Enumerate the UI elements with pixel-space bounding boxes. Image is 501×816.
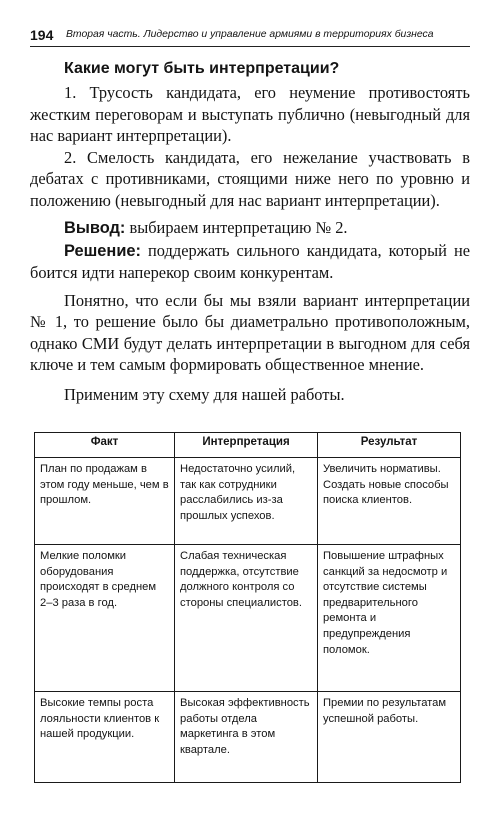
interpretation-1: 1. Трусость кандидата, его неумение противостоять жестким переговорам и выступать публично (невыгодный для нас вариант интерпретации). [30, 83, 470, 145]
header-interpretation: Интерпретация [175, 433, 318, 458]
conclusion-label: Вывод: [64, 219, 126, 237]
section-heading: Какие могут быть интерпретации? [64, 60, 340, 77]
table-row [35, 458, 461, 545]
decision-paragraph [30, 240, 470, 284]
cell-interpretation: Недостаточно усилий, так как сотрудники расслабились из-за прошлых успехов. [175, 458, 318, 545]
interpretation-table [34, 432, 461, 783]
table-row [35, 692, 461, 783]
conclusion-text: выбираем интерпретацию № 2. [125, 218, 348, 237]
running-header [30, 26, 470, 47]
cell-result: Повышение штрафных санкций за недосмотр и отсутствие системы предварительного ремонта и предупреждения поломок. [318, 545, 461, 692]
interpretation-2: 2. Смелость кандидата, его нежелание участвовать в дебатах с противниками, стоящими ниже него по уровню и положению (невыгодный для нас вариант интерпретации). [30, 147, 470, 210]
body-text [30, 58, 470, 405]
table-row [35, 545, 461, 692]
header-result: Результат [318, 433, 461, 458]
conclusion-paragraph [30, 217, 470, 240]
cell-interpretation: Высокая эффективность работы отдела маркетинга в этом квартале. [175, 692, 318, 783]
decision-label: Решение: [64, 241, 141, 260]
apply-scheme-paragraph: Применим эту схему для нашей работы. [64, 384, 345, 404]
cell-result: Премии по результатам успешной работы. [318, 692, 461, 783]
decision-text: поддержать сильного кандидата, который не боится идти наперекор своим конкурентам. [30, 240, 470, 282]
cell-interpretation: Слабая техническая поддержка, отсутствие должного контроля со стороны специалистов. [175, 545, 318, 692]
page-number: 194 [30, 27, 54, 43]
table-header-row [35, 433, 461, 458]
explanation-paragraph: Понятно, что если бы мы взяли вариант интерпретации № 1, то решение было бы диаметрально противоположным, однако СМИ будут делать интерпретации в выгодном для себя ключе и тем самым формировать общественное мнение. [30, 290, 470, 374]
cell-result: Увеличить нормативы. Создать новые способы поиска клиентов. [318, 458, 461, 545]
header-fact: Факт [35, 433, 175, 458]
cell-fact: План по продажам в этом году меньше, чем в прошлом. [35, 458, 175, 545]
cell-fact: Мелкие поломки оборудования происходят в среднем 2–3 раза в год. [35, 545, 175, 692]
cell-fact: Высокие темпы роста лояльности клиентов к нашей продукции. [35, 692, 175, 783]
running-head-title: Вторая часть. Лидерство и управление армиями в территориях бизнеса [66, 29, 434, 40]
